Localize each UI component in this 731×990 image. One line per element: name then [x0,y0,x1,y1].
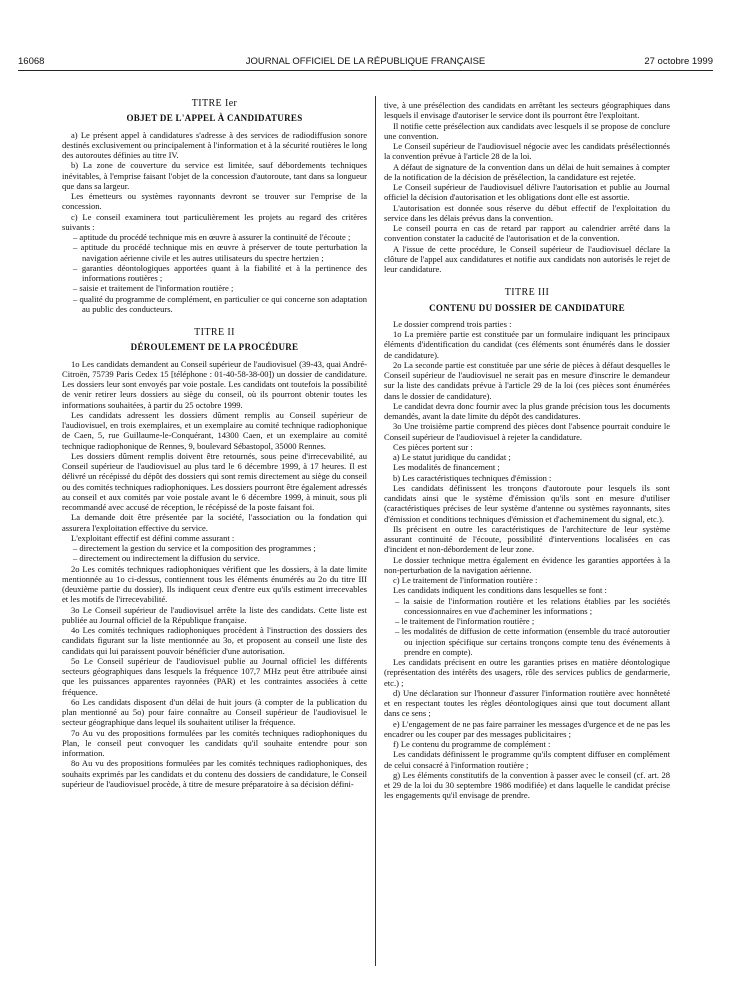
list-item: – garanties déontologiques apportées quant à la fiabilité et à la pertinence des informations routières ; [73,262,367,283]
header-rule [18,70,713,71]
right-column [384,100,670,801]
paragraph: 1o La première partie est constituée par un formulaire indiquant les principaux éléments d'identification du candidat (ces éléments sont énumérés dans le dossier de candidature). [384,329,670,360]
list-item: – directement ou indirectement la diffusion du service. [73,553,260,564]
paragraph: Les dossiers dûment remplis doivent être retournés, sous peine d'irrecevabilité, au Conseil supérieur de l'audiovisuel au plus tard le 6 décembre 1999, à 17 heures. Il est délivré un récépissé du dépôt des dossiers qui sont remis directement au siège du conseil ou des comités techniques radiophoniques. Les dossiers pourront être également adressés au conseil et aux comités par voie postale avant le 6 décembre 1999, à minuit, sous pli recommandé avec accusé de réception, le récépissé de la poste faisant foi. [62,450,367,512]
paragraph: Les candidats adressent les dossiers dûment remplis au Conseil supérieur de l'audiovisuel, en trois exemplaires, et un exemplaire au comité technique radiophonique de Caen, 5, rue Guillaume-le-Conquérant, 14300 Caen, et un exemplaire au comité technique radiophonique de Rennes, 9, boulevard Sébastopol, 35000 Rennes. [62,409,367,451]
titre-2-heading: TITRE II [194,327,235,338]
left-column [62,97,367,789]
paragraph: L'exploitant effectif est défini comme assurant : [71,532,235,543]
titre-1-heading: TITRE Ier [191,98,238,109]
paragraph: Les candidats définissent les tronçons d'autoroute pour lesquels ils sont candidats ainsi que le système d'émission qu'ils sont en mesure d'utiliser (caractéristiques précises de leur système d'antenne ou systèmes rayonnants, sites d'émission et conditions techniques d'émission et d'acheminement du signal, etc.). [384,482,670,524]
issue-date: 27 octobre 1999 [644,56,713,67]
paragraph: a) Le statut juridique du candidat ; [393,452,511,462]
paragraph: Le candidat devra donc fournir avec la plus grande précision tous les documents demandés, avant la date limite du dépôt des candidatures. [384,400,670,421]
list-item: – le traitement de l'information routière ; [395,616,535,626]
paragraph: Les modalités de financement ; [393,462,500,473]
list-item: – saisie et traitement de l'information routière ; [73,283,234,294]
paragraph: L'autorisation est donnée sous réserve du début effectif de l'exploitation du service dans les délais prévus dans la convention. [384,202,670,223]
list-item: – aptitude du procédé technique mis en œuvre à assurer la continuité de l'écoute ; [73,232,351,242]
paragraph: b) La zone de couverture du service est limitée, sauf débordements techniques inévitables, à l'emprise faisant l'objet de la concession d'autoroute, tant dans sa longueur que dans sa largeur. [62,160,367,191]
paragraph: 4o Les comités techniques radiophoniques procèdent à l'instruction des dossiers des candidats figurant sur la liste mentionnée au 3o, et proposent au conseil une liste des candidats qui lui paraissent pouvoir bénéficier d'une autorisation. [62,625,367,656]
titre-3-heading: TITRE III [504,287,550,299]
paragraph: tive, à une présélection des candidats en arrêtant les secteurs géographiques dans lesquels il envisage d'autoriser le service dont ils pourront être l'exploitant. [384,100,670,121]
journal-title: JOURNAL OFFICIEL DE LA RÉPUBLIQUE FRANÇAISE [245,56,486,67]
paragraph: g) Les éléments constitutifs de la convention à passer avec le conseil (cf. art. 28 et 29 de la loi du 30 septembre 1986 modifiée) et dans laquelle le candidat précise les engagements qu'il envisage de prendre. [384,769,670,801]
paragraph: Les candidats définissent le programme qu'ils comptent diffuser en complément de celui consacré à l'information routière ; [384,749,670,770]
titre-1-subheading: OBJET DE L'APPEL À CANDIDATURES [126,113,303,124]
paragraph: 1o Les candidats demandent au Conseil supérieur de l'audiovisuel (39-43, quai André-Citroën, 75739 Paris Cedex 15 [téléphone : 01-40-58-38-00]) un dossier de candidature. Les dossiers leur sont envoyés par voie postale. Les candidats ont toutefois la possibilité de venir retirer leurs dossiers au siège du conseil, où ils pourront obtenir toutes les informations souhaitées, à partir du 25 octobre 1999. [62,358,367,410]
page-number: 16068 [18,56,45,67]
paragraph: Les candidats précisent en outre les garanties prises en matière déontologique (représentation des intérêts des usagers, rôle des services publics de gendarmerie, etc.) ; [384,657,670,688]
list-item: – qualité du programme de complément, en particulier ce qui concerne son adaptation au public des conducteurs. [73,293,367,314]
paragraph: Ils précisent en outre les caractéristiques de l'architecture de leur système assurant continuité de l'écoute, possibilité d'interventions localisées en cas d'incident et non-débordement de leur zone. [384,523,670,555]
titre-3-subheading: CONTENU DU DOSSIER DE CANDIDATURE [429,302,625,313]
paragraph: Il notifie cette présélection aux candidats avec lesquels il se propose de conclure une convention. [384,120,670,141]
paragraph: 3o Le Conseil supérieur de l'audiovisuel arrête la liste des candidats. Cette liste est publiée au Journal officiel de la République française. [62,604,367,625]
paragraph: c) Le conseil examinera tout particulièrement les projets au regard des critères suivants : [62,211,367,232]
paragraph: Le dossier comprend trois parties : [393,318,512,329]
paragraph: Ces pièces portent sur : [393,441,473,452]
column-divider [375,96,376,966]
list-item: – directement la gestion du service et la composition des programmes ; [73,543,316,553]
paragraph: A défaut de signature de la convention dans un délai de huit semaines à compter de la notification de la décision de présélection, la candidature est rejetée. [384,161,670,182]
paragraph: Le Conseil supérieur de l'audiovisuel délivre l'autorisation et publie au Journal officiel la décision d'autorisation et les obligations dont elle est assortie. [384,182,670,203]
paragraph: Le Conseil supérieur de l'audiovisuel négocie avec les candidats présélectionnés la convention prévue à l'article 28 de la loi. [384,141,670,162]
paragraph: 2o Les comités techniques radiophoniques vérifient que les dossiers, à la date limite mentionnée au 1o ci-dessus, contiennent tous les éléments énumérés au 2o du titre III (deuxième partie du dossier). Ils indiquent ceux d'entre eux qu'ils estiment irrecevables et les motifs de l'irrecevabilité. [62,563,367,605]
titre-2-subheading: DÉROULEMENT DE LA PROCÉDURE [130,342,299,353]
paragraph: 8o Au vu des propositions formulées par les comités techniques radiophoniques, des souhaits exprimés par les candidats et du contenu des dossiers de candidature, le Conseil supérieur de l'audiovisuel procède, à titre de mesure préparatoire à sa décision défini- [62,758,367,789]
paragraph: Les émetteurs ou systèmes rayonnants devront se trouver sur l'emprise de la concession. [62,191,367,212]
paragraph: a) Le présent appel à candidatures s'adresse à des services de radiodiffusion sonore destinés exclusivement ou principalement à l'information et à la sécurité routières le long des autoroutes définies au titre IV. [62,129,367,160]
paragraph: Le conseil pourra en cas de retard par rapport au calendrier arrêté dans la convention constater la caducité de l'autorisation et de la convention. [384,223,670,244]
paragraph: 7o Au vu des propositions formulées par les comités techniques radiophoniques du Plan, le conseil peut convoquer les candidats qu'il souhaite entendre pour son information. [62,727,367,758]
paragraph: Le dossier technique mettra également en évidence les garanties apportées à la non-perturbation de la navigation aérienne. [384,554,670,575]
list-item: – la saisie de l'information routière et les relations établies par les sociétés concessionnaires en vue d'acheminer les informations ; [395,595,670,616]
paragraph: La demande doit être présentée par la société, l'association ou la fondation qui assurera l'exploitation effective du service. [62,512,367,533]
paragraph: 3o Une troisième partie comprend des pièces dont l'absence pourrait conduire le Conseil supérieur de l'audiovisuel à rejeter la candidature. [384,421,670,442]
paragraph: c) Le traitement de l'information routière : [393,575,538,585]
paragraph: f) Le contenu du programme de complément : [393,739,551,749]
paragraph: e) L'engagement de ne pas faire parrainer les messages d'urgence et de ne pas les encadrer ou les couper par des messages publicitaires ; [384,718,670,739]
list-item: – aptitude du procédé technique mis en œuvre à préserver de toute perturbation la navigation aérienne civile et les autres utilisateurs du spectre hertzien ; [73,242,367,263]
paragraph: d) Une déclaration sur l'honneur d'assurer l'information routière avec honnêteté et en respectant toutes les règles déontologiques ainsi que tout document allant dans ce sens ; [384,687,670,719]
paragraph: 5o Le Conseil supérieur de l'audiovisuel publie au Journal officiel les différents secteurs géographiques dans lesquels la fréquence 107,7 MHz peut être attribuée ainsi que les puissances apparentes rayonnées (PAR) et les contraintes associées à cette fréquence. [62,655,367,697]
paragraph: Les candidats indiquent les conditions dans lesquelles se font : [393,585,607,596]
paragraph: b) Les caractéristiques techniques d'émission : [393,472,552,483]
list-item: – les modalités de diffusion de cette information (ensemble du tracé autoroutier ou injection spécifique sur certains tronçons compte tenu des événements à prendre en compte). [395,626,670,657]
paragraph: A l'issue de cette procédure, le Conseil supérieur de l'audiovisuel déclare la clôture de l'appel aux candidatures et notifie aux candidats non autorisés le rejet de leur candidature. [384,243,670,274]
paragraph: 6o Les candidats disposent d'un délai de huit jours (à compter de la publication du plan mentionné au 5o) pour faire connaître au Conseil supérieur de l'audiovisuel le secteur géographique dans lequel ils souhaitent utiliser la fréquence. [62,696,367,728]
paragraph: 2o La seconde partie est constituée par une série de pièces à défaut desquelles le Conseil supérieur de l'audiovisuel ne serait pas en mesure d'inscrire le demandeur sur la liste des candidats prévue à l'article 29 de la loi (ces pièces sont énumérées dans le dossier de candidature). [384,359,670,401]
